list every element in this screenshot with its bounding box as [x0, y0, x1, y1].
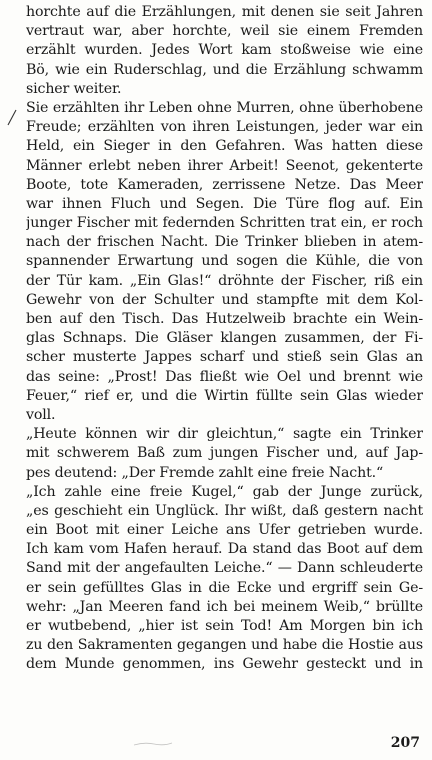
- text-line: war ihnen Fluch und Segen. Die Türe flog auf. Ein: [26, 195, 423, 212]
- text-line: zu den Sakramenten gegangen und habe die Hostie aus: [26, 637, 423, 654]
- text-line: vertraut war, aber horchte, weil sie einem Fremden: [26, 23, 423, 40]
- text-line: das seine: „Prost! Das fließt wie Oel und brennt wie: [26, 368, 423, 385]
- text-line: horchte auf die Erzählungen, mit denen sie seit Jahren: [26, 4, 423, 20]
- text-line: Sand mit der angefaulten Leiche.“ — Dann schleuderte: [26, 560, 423, 577]
- text-line: Männer erlebt neben ihrer Arbeit! Seenot, gekenterte: [26, 157, 423, 174]
- text-line: der Tür kam. „Ein Glas!“ dröhnte der Fischer, riß ein: [26, 272, 423, 289]
- text-line: Feuer,“ rief er, und die Wirtin füllte sein Glas wieder: [26, 387, 423, 404]
- text-line: dem Munde genommen, ins Gewehr gesteckt und in: [26, 656, 423, 673]
- text-line: nach der frischen Nacht. Die Trinker blieben in atem-: [26, 234, 423, 251]
- text-line: er sein gefülltes Glas in die Ecke und ergriff sein Ge-: [26, 579, 423, 596]
- body-text: [26, 3, 423, 675]
- text-line: ben auf den Tisch. Das Hutzelweib brachte ein Wein-: [26, 311, 423, 327]
- text-line: Boote, tote Kameraden, zerrissene Netze. Das Meer: [26, 176, 423, 193]
- text-line: Bö, wie ein Ruderschlag, und die Erzählung schwamm: [26, 61, 423, 78]
- text-line: „Ich zahle eine freie Kugel,“ gab der Junge zurück,: [26, 483, 423, 500]
- text-line: wehr: „Jan Meeren fand ich bei meinem Weib,“ brüllte: [26, 598, 423, 615]
- text-line: voll.: [26, 406, 56, 423]
- text-line: pes deutend: „Der Fremde zahlt eine freie Nacht.“: [26, 464, 384, 481]
- text-line: Gewehr von der Schulter und stampfte mit dem Kol-: [26, 291, 423, 308]
- text-line: scher musterte Jappes scharf und stieß sein Glas an: [26, 349, 423, 366]
- text-line: Held, ein Sieger in den Gefahren. Was hatten diese: [26, 138, 423, 155]
- text-line: mit schwerem Baß zum jungen Fischer und, auf Jap-: [26, 445, 423, 462]
- text-line: sicher weiter.: [26, 80, 122, 97]
- ink-smudge: [132, 741, 174, 747]
- page-number: 207: [390, 735, 420, 751]
- text-line: Freude; erzählten von ihren Leistungen, jeder war ein: [26, 119, 423, 136]
- text-line: erzählt wurden. Jedes Wort kam stoßweise wie eine: [26, 42, 423, 59]
- text-line: Ich kam vom Hafen herauf. Da stand das Boot auf dem: [26, 541, 423, 558]
- text-line: „Heute können wir dir gleichtun,“ sagte ein Trinker: [26, 426, 423, 443]
- text-line: „es geschieht ein Unglück. Ihr wißt, daß gestern nacht: [26, 502, 423, 519]
- text-line: spannender Erwartung und sogen die Kühle, die von: [26, 253, 423, 270]
- text-line: glas Schnaps. Die Gläser klangen zusammen, der Fi-: [26, 330, 423, 347]
- text-line: er wutbebend, „hier ist sein Tod! Am Morgen bin ich: [26, 618, 423, 634]
- text-line: Sie erzählten ihr Leben ohne Murren, ohne überhobene: [26, 99, 423, 116]
- text-line: ein Boot mit einer Leiche ans Ufer getrieben wurde.: [26, 522, 423, 539]
- pencil-margin-mark: [6, 109, 18, 127]
- text-line: junger Fischer mit federnden Schritten trat ein, er roch: [26, 215, 423, 232]
